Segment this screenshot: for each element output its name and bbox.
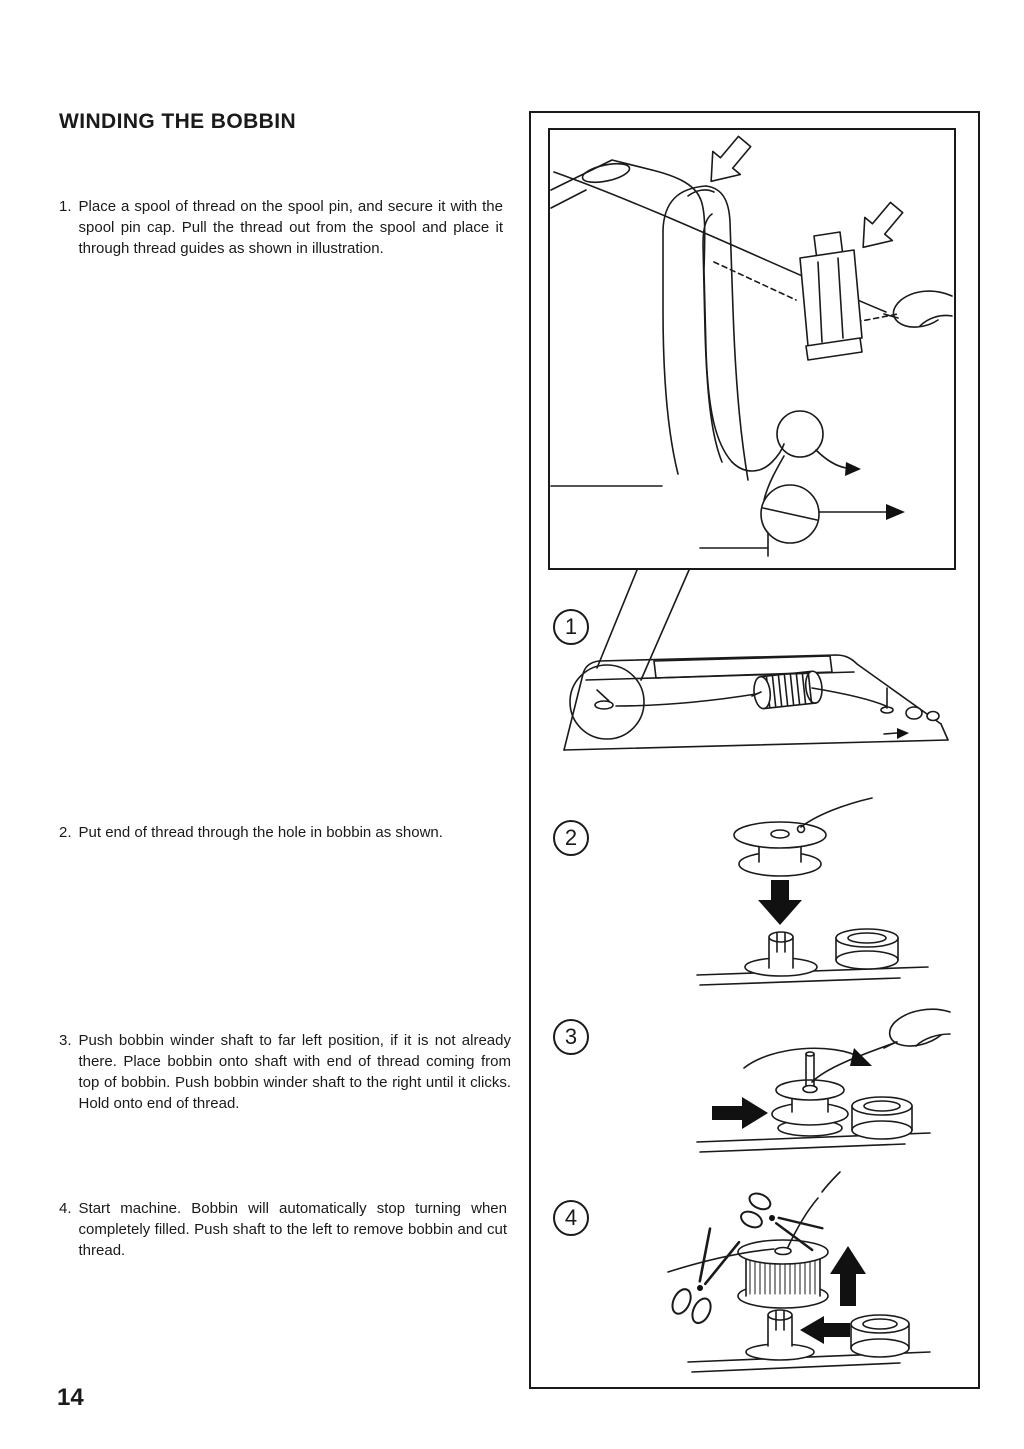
threading-detail-box — [548, 128, 956, 570]
page-title: WINDING THE BOBBIN — [59, 110, 297, 133]
step-text: Place a spool of thread on the spool pin, and secure it with the spool pin cap. Pull the thread out from the spool and place it through thread guides as shown in illustration. — [78, 198, 503, 257]
step-number: 2. — [59, 824, 72, 841]
instruction-step-2 — [59, 822, 503, 843]
step-number: 3. — [59, 1032, 72, 1049]
step-marker-3: 3 — [553, 1019, 589, 1055]
instruction-step-1 — [59, 196, 503, 259]
step-marker-2: 2 — [553, 820, 589, 856]
step-number: 1. — [59, 198, 72, 215]
step-text: Put end of thread through the hole in bobbin as shown. — [78, 824, 443, 841]
page-number: 14 — [57, 1384, 84, 1411]
step-text: Start machine. Bobbin will automatically stop turning when completely filled. Push shaft to the left to remove bobbin and cut thread. — [78, 1200, 507, 1259]
step-marker-4: 4 — [553, 1200, 589, 1236]
step-number: 4. — [59, 1200, 72, 1217]
step-marker-1: 1 — [553, 609, 589, 645]
instruction-step-3 — [59, 1030, 511, 1114]
step-text: Push bobbin winder shaft to far left position, if it is not already there. Place bobbin onto shaft with end of thread coming from top of bobbin. Push bobbin winder shaft to the right until it clicks. Hold onto end of thread. — [78, 1032, 511, 1112]
instruction-step-4 — [59, 1198, 507, 1261]
